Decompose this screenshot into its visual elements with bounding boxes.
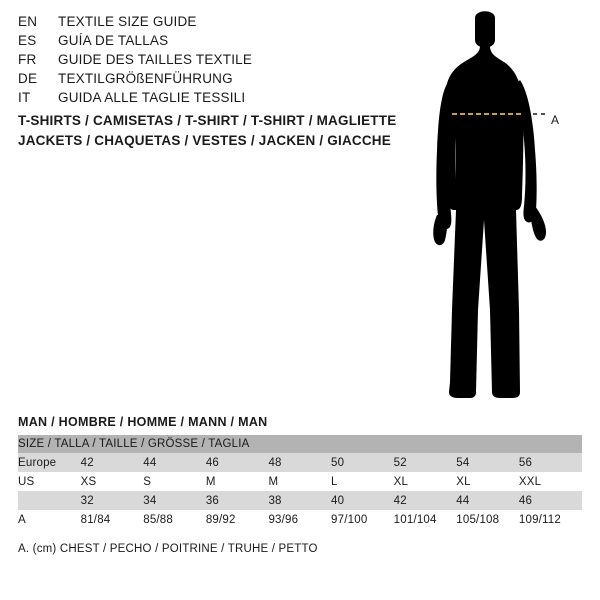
cell: 36 [206,491,269,510]
cell: M [268,472,331,491]
cell: 38 [268,491,331,510]
cell: 44 [143,453,206,472]
language-text: GUIDE DES TAILLES TEXTILE [58,52,253,67]
figure-illustration [400,10,600,410]
cell: XL [394,472,457,491]
cell: 109/112 [519,510,582,529]
cell: 93/96 [268,510,331,529]
cell: 40 [331,491,394,510]
category-jackets: JACKETS / CHAQUETAS / VESTES / JACKEN / GIACCHE [18,133,391,148]
cell: 81/84 [81,510,144,529]
language-list [18,14,398,109]
cell: 56 [519,453,582,472]
cell: 85/88 [143,510,206,529]
language-row [18,71,398,90]
cell: S [143,472,206,491]
cell: 48 [268,453,331,472]
cell: 46 [519,491,582,510]
cell: 97/100 [331,510,394,529]
cell: 89/92 [206,510,269,529]
cell: 54 [456,453,519,472]
table-title: MAN / HOMBRE / HOMME / MANN / MAN [18,415,268,429]
language-text: TEXTILE SIZE GUIDE [58,14,197,29]
row-label: Europe [18,453,81,472]
language-row [18,14,398,33]
language-row [18,90,398,109]
cell: 101/104 [394,510,457,529]
cell: XS [81,472,144,491]
table-row [18,453,582,472]
cell: 52 [394,453,457,472]
cell: XXL [519,472,582,491]
row-label: US [18,472,81,491]
cell: 44 [456,491,519,510]
table-header-label: SIZE / TALLA / TAILLE / GRÖSSE / TAGLIA [18,435,582,453]
table-footnote: A. (cm) CHEST / PECHO / POITRINE / TRUHE / PETTO [18,543,318,555]
row-label: A [18,510,81,529]
language-text: TEXTILGRÖßENFÜHRUNG [58,71,233,86]
language-row [18,52,398,71]
size-table [18,435,582,529]
table-row [18,510,582,529]
category-tshirts: T-SHIRTS / CAMISETAS / T-SHIRT / T-SHIRT / MAGLIETTE [18,113,397,128]
table-header-row [18,435,582,453]
cell: 46 [206,453,269,472]
cell: 34 [143,491,206,510]
table-row [18,472,582,491]
row-label [18,491,81,510]
cell: XL [456,472,519,491]
size-table-area [18,415,582,555]
language-code: EN [18,14,38,29]
cell: 42 [394,491,457,510]
cell: L [331,472,394,491]
category-headings [18,111,418,151]
language-code: ES [18,33,37,48]
cell: M [206,472,269,491]
language-row [18,33,398,52]
language-code: FR [18,52,37,67]
cell: 32 [81,491,144,510]
language-code: DE [18,71,38,86]
cell: 50 [331,453,394,472]
male-silhouette-icon [400,10,600,410]
language-text: GUIDA ALLE TAGLIE TESSILI [58,90,246,105]
language-text: GUÍA DE TALLAS [58,33,169,48]
table-row [18,491,582,510]
language-code: IT [18,90,31,105]
measure-label-a: A [551,113,561,127]
cell: 105/108 [456,510,519,529]
cell: 42 [81,453,144,472]
